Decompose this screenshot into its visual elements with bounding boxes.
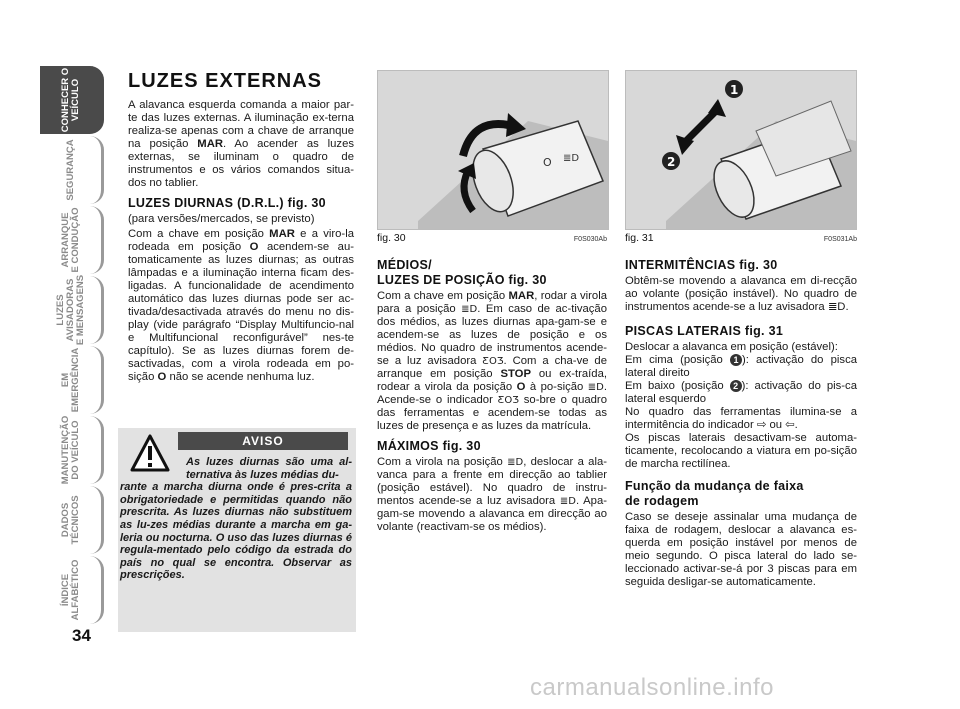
tab-label: LUZES AVISADORAS E MENSAGENS [54, 274, 86, 346]
warning-text: As luzes diurnas são uma al-ternativa às luzes médias du- rante a marcha diurna onde é pres-crita a obrigatoriedade e permitidas quando não prescrita. As luzes diurnas não substituem as lu-zes médias durante a marcha em ga-leria ou nocturna. O uso das luzes diurnas é regula-mentado pelo código da estrada do país no qual se encontra. Observar as prescrições. [120, 456, 352, 582]
badge-2: 2 [730, 380, 742, 392]
badge-1: 1 [730, 354, 742, 366]
tab-label: EM EMERGÊNCIA [59, 347, 81, 413]
piscas-title: PISCAS LATERAIS fig. 31 [625, 324, 784, 338]
tab-conhecer-o-veiculo[interactable] [40, 66, 104, 134]
figure-30-caption [377, 232, 607, 244]
warning-header: AVISO [178, 432, 348, 450]
intro-paragraph: A alavanca esquerda comanda a maior par-te das luzes externas. A iluminação ex-terna realiza-se apenas com a chave de arranque na posição MAR. Ao acender as luzes externas, se iluminam o quadro de instrumentos e os vários comandos situa-dos no tablier. [128, 99, 355, 189]
figure-30 [377, 70, 609, 230]
medios-title-line1: MÉDIOS/ [377, 258, 432, 272]
intermitencias-title: INTERMITÊNCIAS fig. 30 [625, 258, 778, 272]
lever-illustration [378, 71, 608, 229]
page-title: LUZES EXTERNAS [128, 70, 323, 92]
figure-code: F0S031Ab [823, 236, 857, 243]
tab-dados-tecnicos[interactable] [40, 486, 104, 554]
tab-label: MANUTENÇÃO DO VEÍCULO [59, 415, 81, 485]
tab-label: DADOS TÉCNICOS [59, 495, 81, 545]
piscas-line-a: Deslocar a alavanca em posição (estável): [625, 341, 838, 353]
chapter-sidebar [40, 66, 104, 626]
svg-text:1: 1 [730, 83, 739, 97]
column-1 [128, 70, 354, 390]
page-number: 34 [72, 626, 91, 645]
tab-label: ÍNDICE ALFABÉTICO [59, 559, 81, 621]
maximos-paragraph: Com a virola na posição ≣D, deslocar a ala-vanca para a frente em direcção ao tablier (posição estável). No quadro de instru-mentos acende-se a luz avisadora ≣D. Apa-gam-se movendo a alavanca em direcção ao volante (reactivam-se os médios). [377, 456, 608, 533]
watermark: carmanualsonline.info [530, 674, 774, 701]
figure-label: fig. 30 [377, 232, 406, 244]
medios-title-line2: LUZES DE POSIÇÃO fig. 30 [377, 273, 547, 287]
drl-title: LUZES DIURNAS (D.R.L.) fig. 30 [128, 196, 326, 210]
figure-label: fig. 31 [625, 232, 654, 244]
column-3 [625, 70, 857, 595]
maximos-title: MÁXIMOS fig. 30 [377, 439, 481, 453]
tab-label: SEGURANÇA [64, 139, 76, 201]
tab-em-emergencia[interactable] [40, 346, 104, 414]
tab-seguranca[interactable] [40, 136, 104, 204]
svg-text:2: 2 [667, 155, 676, 169]
funcao-title-line2: de rodagem [625, 494, 699, 508]
tab-arranque-e-conducao[interactable] [40, 206, 104, 274]
piscas-line-d: No quadro das ferramentas ilumina-se a intermitência do indicador ⇨ ou ⇦. [625, 406, 857, 431]
drl-paragraph: Com a chave em posição MAR e a viro-la rodeada em posição O acendem-se au-tomaticamente as luzes diurnas; as outras lâmpadas e a iluminação interna ficam des-ligadas. A funcionalidade de acendimento automático das luzes diurnas pode ser ac-tivada/desactivada através do menu no dis-play (vide parágrafo “Display Multifuncio-nal e Multifuncional reconfigurável” nes-te capítulo). Se as luzes diurnas forem de-sactivadas, com a virola rodeada em po-sição O não se acende nenhuma luz. [128, 228, 354, 383]
piscas-line-b: Em cima (posição 1 ): activação do pisca lateral direito [625, 354, 857, 379]
funcao-paragraph: Caso se deseje assinalar uma mudança de faixa de rodagem, deslocar a alavanca es-querda em posição instável por menos de meio segundo. O pisca lateral do lado se-leccionado activar-se-á por 3 piscas para em seguida desligar-se automaticamente. [625, 511, 857, 588]
medios-paragraph: Com a chave em posição MAR, rodar a virola para a posição ≣D. Em caso de ac-tivação dos médios, as luzes diurnas apa-gam-se e acendem-se as luzes de posição e os médios. No quadro de instrumentos acende-se a luz avisadora ƸOƷ. Com a cha-ve de arranque em posição STOP ou ex-traída, rodear a virola da posição O à po-sição ≣D. Acende-se o indicador ƸOƷ so-bre o quadro das ferramentas e acendem-se todas as luzes de presença e as luzes da matrícula. [377, 290, 607, 432]
drl-subtitle: (para versões/mercados, se previsto) [128, 213, 315, 225]
warning-box [118, 428, 356, 632]
figure-31-caption [625, 232, 857, 244]
funcao-title-line1: Função da mudança de faixa [625, 479, 804, 493]
intermitencias-paragraph: Obtêm-se movendo a alavanca em di-recção ao volante (posição instável). No quadro de instrumentos acende-se a luz avisadora ≣D. [625, 275, 857, 313]
piscas-line-e: Os piscas laterais desactivam-se automa-ticamente, recolocando a viatura em po-sição de marcha rectilínea. [625, 432, 857, 470]
tab-luzes-avisadoras[interactable] [40, 276, 104, 344]
lever-turn-signal-illustration [626, 71, 856, 229]
figure-31 [625, 70, 857, 230]
tab-label: ARRANQUE E CONDUÇÃO [59, 207, 81, 273]
svg-text:O: O [543, 156, 552, 169]
tab-manutencao-do-veiculo[interactable] [40, 416, 104, 484]
column-2 [377, 70, 607, 540]
tab-label: CONHECER O VEÍCULO [59, 67, 81, 133]
svg-text:≣D: ≣D [563, 153, 580, 164]
tab-indice-alfabetico[interactable] [40, 556, 104, 624]
figure-code: F0S030Ab [573, 236, 607, 243]
piscas-line-c: Em baixo (posição 2 ): activação do pis-ca lateral esquerdo [625, 380, 857, 405]
